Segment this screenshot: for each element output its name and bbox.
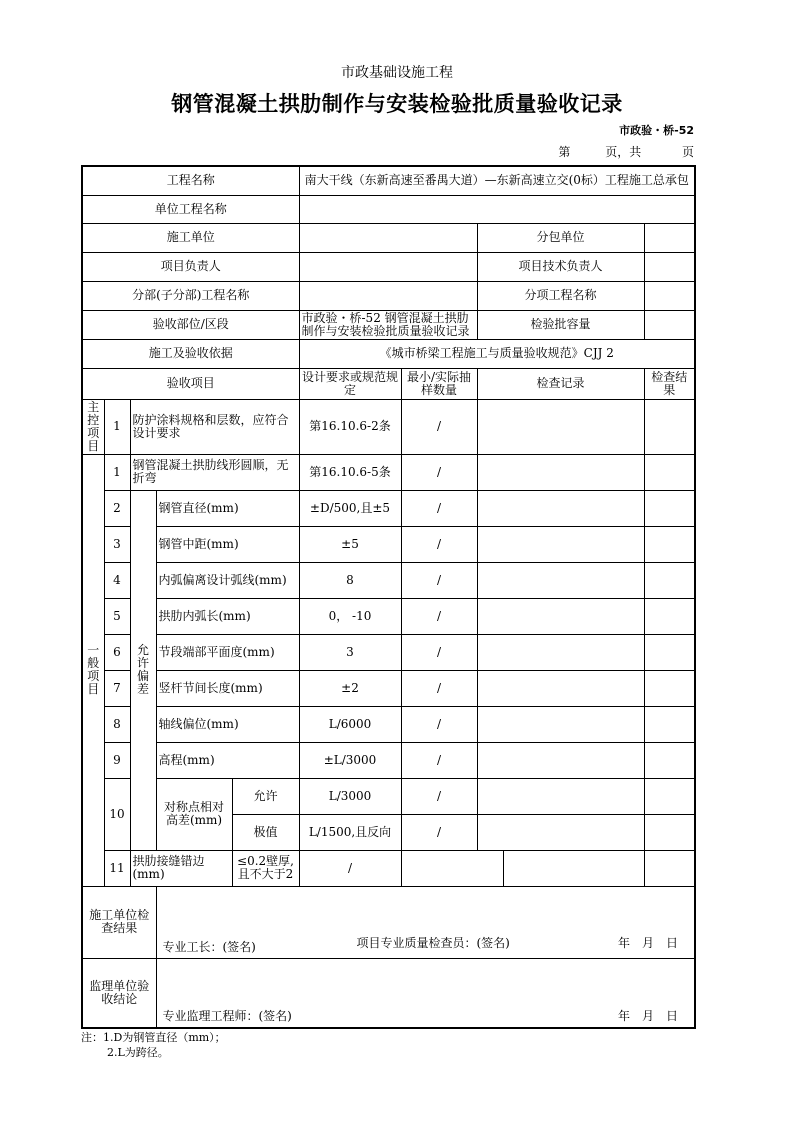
row-no: 2: [104, 490, 130, 526]
tech-manager-label: 项目技术负责人: [477, 252, 644, 281]
general-item-1-desc: 钢管混凝土拱肋线形圆顺，无折弯: [130, 454, 299, 490]
general-label: 一般项目: [82, 454, 104, 886]
supervision-area[interactable]: [156, 958, 695, 1028]
subitem-value[interactable]: [644, 281, 695, 310]
main-item-design: 第16.10.6-2条: [299, 399, 401, 454]
general-item-1-design: 第16.10.6-5条: [299, 454, 401, 490]
main-item-record[interactable]: [477, 399, 644, 454]
construction-check-label: 施工单位检查结果: [82, 886, 156, 958]
item-10-sub1-sample: /: [401, 778, 477, 814]
row-sample: /: [401, 742, 477, 778]
inspection-part-value[interactable]: 市政验・桥-52 钢管混凝土拱肋制作与安装检验批质量验收记录: [299, 310, 477, 339]
row-record[interactable]: [477, 742, 644, 778]
main-item-desc: 防护涂料规格和层数，应符合设计要求: [130, 399, 299, 454]
row-desc: 钢管直径(mm): [156, 490, 299, 526]
row-result[interactable]: [644, 706, 695, 742]
tolerance-label: 允许偏差: [130, 490, 156, 850]
item-10-sub2-sample: /: [401, 814, 477, 850]
row-result[interactable]: [644, 562, 695, 598]
main-item-sample: /: [401, 399, 477, 454]
row-design: 0， -10: [299, 598, 401, 634]
construction-unit-value[interactable]: [299, 223, 477, 252]
row-design: 3: [299, 634, 401, 670]
row-result[interactable]: [644, 598, 695, 634]
division-value[interactable]: [299, 281, 477, 310]
row-desc: 轴线偏位(mm): [156, 706, 299, 742]
page-di: 第: [558, 145, 571, 159]
project-manager-label: 项目负责人: [82, 252, 299, 281]
subcontract-unit-label: 分包单位: [477, 223, 644, 252]
inspection-form-table: [81, 165, 696, 1029]
row-sample: /: [401, 634, 477, 670]
col-header-item: 验收项目: [82, 368, 299, 399]
general-item-1-record[interactable]: [477, 454, 644, 490]
row-design: 8: [299, 562, 401, 598]
main-item-result[interactable]: [644, 399, 695, 454]
construction-unit-label: 施工单位: [82, 223, 299, 252]
col-header-sample: 最小/实际抽样数量: [401, 368, 477, 399]
item-10-sub2-label: 极值: [232, 814, 299, 850]
batch-capacity-label: 检验批容量: [477, 310, 644, 339]
row-record[interactable]: [477, 706, 644, 742]
row-result[interactable]: [644, 634, 695, 670]
row-no: 8: [104, 706, 130, 742]
row-sample: /: [401, 490, 477, 526]
unit-project-value[interactable]: [299, 195, 695, 223]
item-11-sample: /: [299, 850, 401, 886]
row-result[interactable]: [644, 526, 695, 562]
row-desc: 钢管中距(mm): [156, 526, 299, 562]
item-10-sub2-record[interactable]: [477, 814, 644, 850]
general-item-1-sample: /: [401, 454, 477, 490]
main-control-label: 主控项目: [82, 399, 104, 454]
row-desc: 竖杆节间长度(mm): [156, 670, 299, 706]
unit-project-label: 单位工程名称: [82, 195, 299, 223]
item-10-no: 10: [104, 778, 130, 850]
supervision-date: 年 月 日: [618, 1009, 679, 1023]
main-item-no: 1: [104, 399, 130, 454]
division-label: 分部(子分部)工程名称: [82, 281, 299, 310]
row-design: L/6000: [299, 706, 401, 742]
item-11-desc: 拱肋接缝错边(mm): [130, 850, 232, 886]
item-10-sub2-design: L/1500,且反向: [299, 814, 401, 850]
subitem-label: 分项工程名称: [477, 281, 644, 310]
subcontract-unit-value[interactable]: [644, 223, 695, 252]
col-header-record: 检查记录: [477, 368, 644, 399]
page-info: [558, 143, 694, 160]
notes: [81, 1030, 226, 1060]
document-title: 钢管混凝土拱肋制作与安装检验批质量验收记录: [171, 92, 623, 116]
row-desc: 内弧偏离设计弧线(mm): [156, 562, 299, 598]
page-ye: 页: [681, 145, 694, 159]
item-11-result[interactable]: [503, 850, 644, 886]
item-10-sub1-record[interactable]: [477, 778, 644, 814]
tech-manager-value[interactable]: [644, 252, 695, 281]
foreman-signature-label: 专业工长：(签名): [162, 939, 256, 954]
row-sample: /: [401, 562, 477, 598]
row-sample: /: [401, 598, 477, 634]
item-10-sub1-result[interactable]: [644, 778, 695, 814]
row-desc: 节段端部平面度(mm): [156, 634, 299, 670]
quality-inspector-signature-label: 项目专业质量检查员：(签名): [356, 935, 510, 950]
form-code: 市政验・桥-52: [619, 124, 694, 137]
row-desc: 高程(mm): [156, 742, 299, 778]
row-record[interactable]: [477, 490, 644, 526]
row-design: ±L/3000: [299, 742, 401, 778]
construction-check-area[interactable]: [156, 886, 695, 958]
row-no: 9: [104, 742, 130, 778]
item-11-design: ≤0.2壁厚,且不大于2: [232, 850, 299, 886]
col-header-result: 检查结果: [644, 368, 695, 399]
row-record[interactable]: [477, 670, 644, 706]
row-sample: /: [401, 670, 477, 706]
row-sample: /: [401, 706, 477, 742]
note-2: 2.L为跨径。: [107, 1046, 169, 1059]
row-record[interactable]: [477, 598, 644, 634]
item-10-sub1-design: L/3000: [299, 778, 401, 814]
note-1: 注：1.D为钢管直径（mm）；: [81, 1031, 226, 1044]
item-10-sub1-label: 允许: [232, 778, 299, 814]
item-10-desc: 对称点相对高差(mm): [156, 778, 232, 850]
row-record[interactable]: [477, 526, 644, 562]
row-no: 7: [104, 670, 130, 706]
project-name-label: 工程名称: [82, 166, 299, 195]
row-result[interactable]: [644, 742, 695, 778]
batch-capacity-value[interactable]: [644, 310, 695, 339]
row-design: ±2: [299, 670, 401, 706]
row-no: 5: [104, 598, 130, 634]
row-no: 4: [104, 562, 130, 598]
col-header-design: 设计要求或规范规定: [299, 368, 401, 399]
basis-label: 施工及验收依据: [82, 339, 299, 368]
item-11-no: 11: [104, 850, 130, 886]
construction-date: 年 月 日: [618, 935, 679, 950]
general-item-1-result[interactable]: [644, 454, 695, 490]
document-subtitle: 市政基础设施工程: [341, 65, 453, 81]
item-10-sub2-result[interactable]: [644, 814, 695, 850]
row-design: ±5: [299, 526, 401, 562]
page-ye-gong: 页，共: [605, 145, 642, 159]
general-item-1-no: 1: [104, 454, 130, 490]
project-name-value[interactable]: 南大干线（东新高速至番禺大道）—东新高速立交(0标）工程施工总承包: [299, 166, 695, 195]
supervisor-signature-label: 专业监理工程师：(签名): [162, 1009, 292, 1023]
row-no: 6: [104, 634, 130, 670]
project-manager-value[interactable]: [299, 252, 477, 281]
supervision-label: 监理单位验收结论: [82, 958, 156, 1028]
row-design: ±D/500,且±5: [299, 490, 401, 526]
row-no: 3: [104, 526, 130, 562]
basis-value[interactable]: 《城市桥梁工程施工与质量验收规范》CJJ 2: [299, 339, 695, 368]
row-result[interactable]: [644, 490, 695, 526]
row-record[interactable]: [477, 562, 644, 598]
row-result[interactable]: [644, 670, 695, 706]
item-11-record[interactable]: [401, 850, 503, 886]
row-record[interactable]: [477, 634, 644, 670]
row-sample: /: [401, 526, 477, 562]
inspection-part-label: 验收部位/区段: [82, 310, 299, 339]
row-desc: 拱肋内弧长(mm): [156, 598, 299, 634]
